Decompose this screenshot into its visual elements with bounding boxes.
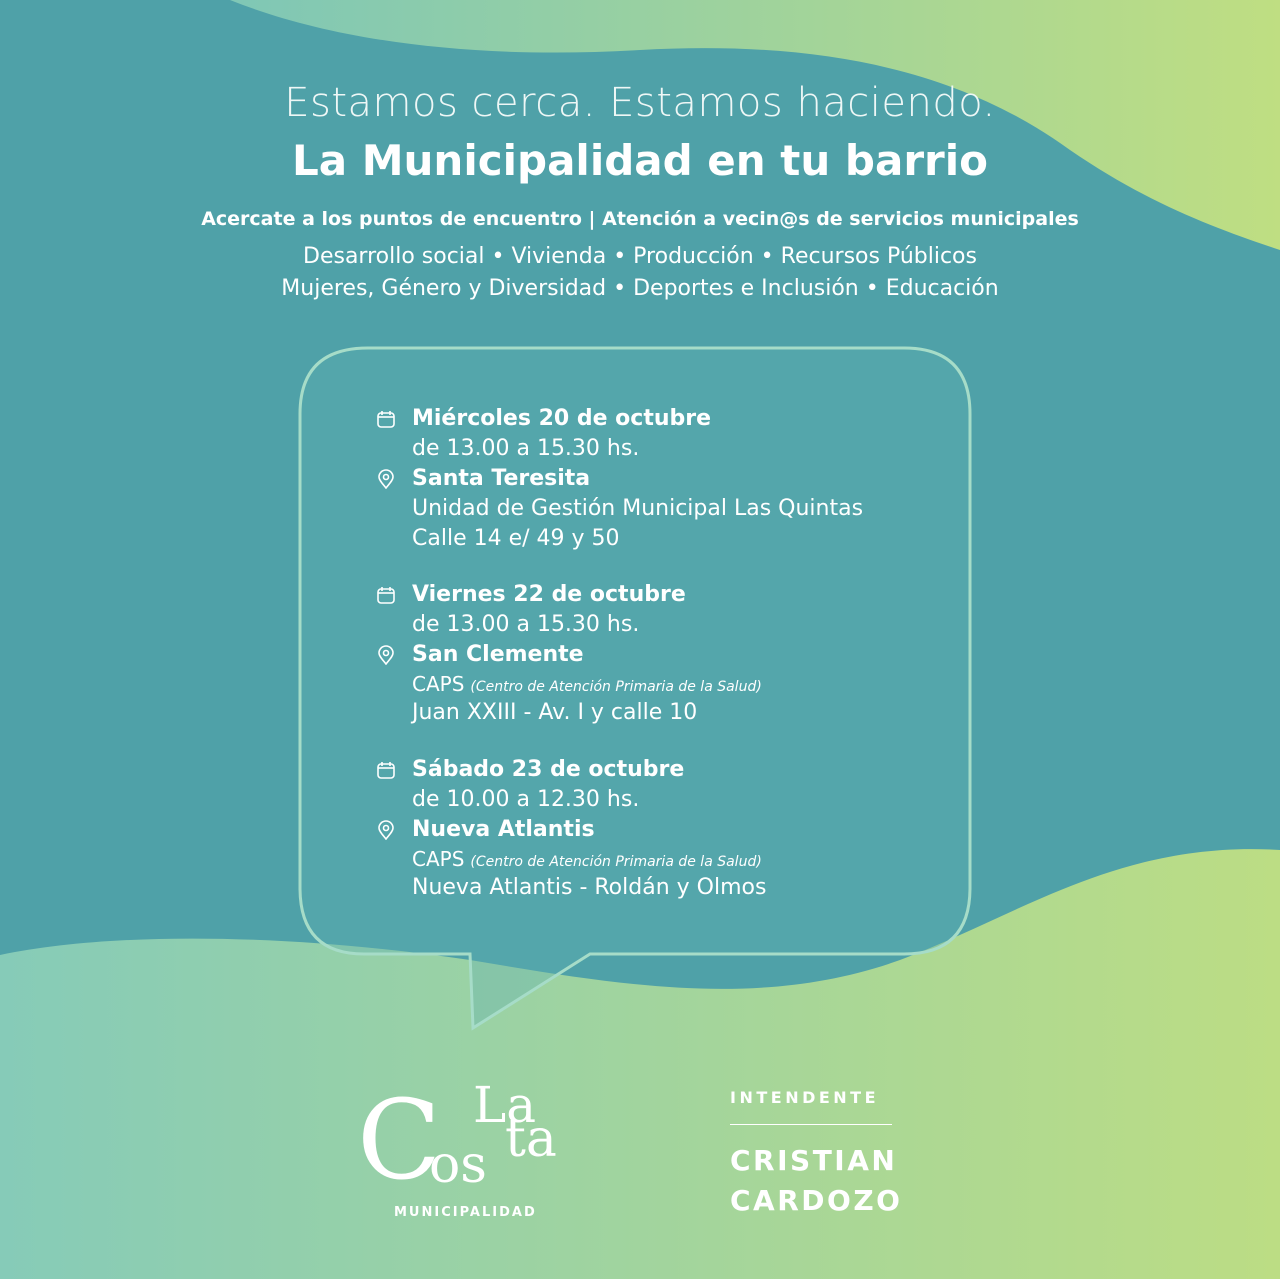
event-venue [376,845,766,873]
event-date-row [376,755,766,785]
event-time: de 13.00 a 15.30 hs. [412,436,640,461]
calendar-icon [376,760,396,780]
svg-text:C: C [357,1076,442,1195]
event-time: de 13.00 a 15.30 hs. [412,612,640,637]
location-pin-icon [376,469,396,489]
event-date-row [376,580,762,610]
calendar-icon [376,585,396,605]
event-venue-name: CAPS [412,672,465,696]
headline-title: La Municipalidad en tu barrio [292,136,988,185]
subtitle: Acercate a los puntos de encuentro | Atención a vecin@s de servicios municipales [201,208,1079,230]
event-address: Juan XXIII - Av. I y calle 10 [412,700,698,725]
event-place-row [376,640,762,670]
event-item [376,580,762,728]
event-item [376,755,766,903]
event-place: Santa Teresita [412,466,591,491]
divider [730,1124,892,1125]
event-date: Sábado 23 de octubre [412,757,685,782]
headline-line1: Estamos cerca. Estamos haciendo. [284,80,996,126]
services-line1: Desarrollo social • Vivienda • Producción • Recursos Públicos [303,244,977,269]
event-date-row [376,404,863,434]
event-address: Calle 14 e/ 49 y 50 [412,526,620,551]
intendente-first-name: CRISTIAN [730,1144,898,1177]
event-venue-name: CAPS [412,847,465,871]
logo-caption: MUNICIPALIDAD [394,1205,537,1220]
intendente-label: INTENDENTE [730,1088,880,1107]
location-pin-icon [376,645,396,665]
intendente-last-name: CARDOZO [730,1184,903,1217]
event-address: Nueva Atlantis - Roldán y Olmos [412,875,767,900]
event-place: Nueva Atlantis [412,817,595,842]
event-venue-note: (Centro de Atención Primaria de la Salud) [470,679,762,695]
event-place: San Clemente [412,642,584,667]
calendar-icon [376,409,396,429]
event-item [376,404,863,554]
event-venue-name: Unidad de Gestión Municipal Las Quintas [412,496,864,521]
svg-text:La: La [473,1076,537,1134]
event-time: de 10.00 a 12.30 hs. [412,787,640,812]
svg-text:os: os [429,1135,487,1195]
svg-text:ta: ta [505,1109,557,1169]
event-date: Viernes 22 de octubre [412,582,686,607]
la-costa-logo [355,1070,585,1195]
event-place-row [376,815,766,845]
event-venue-note: (Centro de Atención Primaria de la Salud) [470,854,762,870]
location-pin-icon [376,820,396,840]
event-place-row [376,464,863,494]
event-venue [376,494,863,524]
services-line2: Mujeres, Género y Diversidad • Deportes e Inclusión • Educación [281,276,999,301]
event-venue [376,670,762,698]
event-date: Miércoles 20 de octubre [412,406,712,431]
